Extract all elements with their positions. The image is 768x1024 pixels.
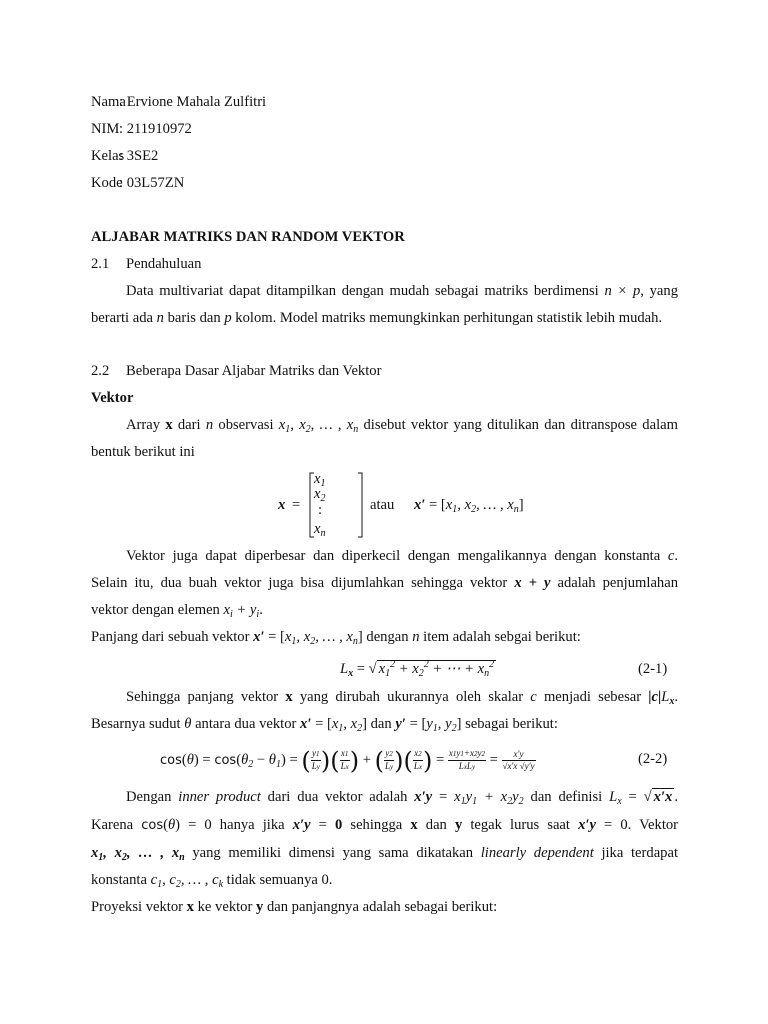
- document-title: ALJABAR MATRIKS DAN RANDOM VEKTOR: [91, 229, 405, 245]
- math-dim: n × p: [604, 283, 641, 299]
- name-row: [91, 94, 267, 111]
- kode-label: Kode: [91, 175, 123, 191]
- paragraph-line: Data multivariat dapat ditampilkan dengan mudah sebagai matriks berdimensi n × p, yang: [126, 283, 678, 299]
- section-number: 2.1: [91, 256, 110, 272]
- angle-equation: $\cos(\theta) = \cos(\theta_2 - \theta_1)$ = ( $\frac{y1}{Ly}$ )( $\frac{x1}{Lx}$ ) + ( $\frac{y2}{Ly}$ )( $\frac{x2}{Lx}$ ) = $\frac{x1y1+x2y2}{\text{LxLy}}$ = $\frac{x'y}{√x'x √y'y}$: [160, 746, 535, 775]
- paragraph-line: Besarnya sudut θ antara dua vektor $x' = [x_1$, $x_2$] dan $y' = [y_1$, $y_2$] sebagai berikut:: [91, 716, 558, 734]
- document-page: Nama : Ervione Mahala Zulfitri NIM : 211910972 Kelas : 3SE2 Kode : 03L57ZN ALJABAR MATRIKS DAN RANDOM VEKTOR 2.1 Pendahuluan Data multivariat dapat ditampilkan dengan mudah sebagai matriks berdimensi n × p, yang berarti ada n baris dan p kolom. Model matriks memungkinkan perhitungan statistik lebih mudah. 2.2 Beberapa Dasar Aljabar Matriks dan Vektor Vektor Array x dari n observasi $x_1$, $x_2$, … , $x_n$ disebut vektor yang ditulikan dan ditranspose dalam bentuk berikut ini x = $x_1$ $x_2$ : $x_n$ atau $x' = [x_1$, $x_2$, … , $x_n$] Vektor juga dapat diperbesar dan diperkecil dengan mengalikannya dengan konstanta c. Selain itu, dua buah vektor juga bisa dijumlahkan sehingga vektor x + y adalah penjumlahan vektor dengan elemen $x_i + y_i$. Panjang dari sebuah vektor $x' = [x_1$, $x_2$, … , $x_n$] dengan n item adalah sebgai berikut: $L_x$ = √ $x_1^2 + x_2^2$ + ⋯ + $x_n^2$ (2-1) Sehingga panjang vektor x yang dirubah ukurannya oleh skalar c menjadi sebesar $|c|L_x$. Besarnya sudut θ antara dua vektor $x' = [x_1$, $x_2$] dan $y' = [y_1$, $y_2$] sebagai berikut: $\cos(\theta) = \cos(\theta_2 - \theta_1)$ = ( $\frac{y1}{Ly}$ )( $\frac{x1}{Lx}$ ) + ( $\frac{y2}{Ly}$ )( $\frac{x2}{Lx}$ ) = $\frac{x1y1+x2y2}{\text{LxLy}}$ = $\frac{x'y}{√x'x √y'y}$ (2-2) Dengan inner product dari dua vektor adalah $x'y = x_1y_1 + x_2y_2$ dan definisi $L_x$ = √ x′x . Karena cos(θ) = 0 hanya jika x′y = 0 sehingga x dan y tegak lurus saat x′y = 0. Vektor $x_1$, $x_2$, … , $x_n$ yang memiliki dimensi yang sama dikatakan linearly dependent jika terdapat konstanta $c_1$, $c_2$, … , $c_k$ tidak semuanya 0. Proyeksi vektor x ke vektor y dan panjangnya adalah sebagai berikut:: [91, 94, 679, 915]
- nim-value: : 211910972: [119, 121, 192, 137]
- kelas-value: : 3SE2: [119, 148, 159, 164]
- paragraph-line: $x_1$, $x_2$, … , $x_n$ yang memiliki dimensi yang sama dikatakan linearly dependent jika terdapat: [91, 845, 679, 863]
- kelas-label: Kelas: [91, 148, 125, 164]
- paragraph-line: vektor dengan elemen $x_i + y_i$.: [91, 602, 263, 620]
- paragraph-line: Selain itu, dua buah vektor juga bisa dijumlahkan sehingga vektor x + y adalah penjumlahan: [91, 575, 678, 591]
- paragraph-line: Karena cos(θ) = 0 hanya jika x′y = 0 sehingga x dan y tegak lurus saat x′y = 0. Vektor: [91, 817, 679, 833]
- nim-label: NIM: [91, 121, 120, 137]
- section-title: Beberapa Dasar Aljabar Matriks dan Vektor: [126, 363, 382, 379]
- kode-row: [91, 175, 185, 192]
- paragraph-line: Array x dari n observasi $x_1$, $x_2$, … , $x_n$ disebut vektor yang ditulikan dan ditranspose dalam: [126, 417, 678, 435]
- equation-number: (2-1): [638, 661, 668, 677]
- kelas-row: [91, 148, 159, 165]
- section-title: Pendahuluan: [126, 256, 202, 272]
- section-2-1-heading: [91, 256, 202, 273]
- paragraph-line: Panjang dari sebuah vektor $x' = [x_1$, $x_2$, … , $x_n$] dengan n item adalah sebgai berikut:: [91, 629, 581, 647]
- paragraph-line: berarti ada n baris dan p kolom. Model matriks memungkinkan perhitungan statistik lebih mudah.: [91, 310, 663, 326]
- kode-value: : 03L57ZN: [119, 175, 185, 191]
- paragraph-line: bentuk berikut ini: [91, 444, 195, 460]
- nim-row: [91, 121, 192, 138]
- row-vector-equation: $x' = [x_1$, $x_2$, … , $x_n$]: [414, 497, 524, 515]
- length-equation: $L_x$ = √ $x_1^2 + x_2^2$ + ⋯ + $x_n^2$: [340, 659, 495, 679]
- paragraph-line: Vektor juga dapat diperbesar dan diperkecil dengan mengalikannya dengan konstanta c.: [126, 548, 678, 564]
- paragraph-line: Dengan inner product dari dua vektor adalah $x'y = x_1y_1 + x_2y_2$ dan definisi $L_x$ = √ x′x .: [126, 789, 679, 807]
- section-number: 2.2: [91, 363, 110, 379]
- paragraph-line: Sehingga panjang vektor x yang dirubah ukurannya oleh skalar c menjadi sebesar $|c|L_x$.: [126, 689, 678, 707]
- name-value: : Ervione Mahala Zulfitri: [119, 94, 267, 110]
- equation-number: (2-2): [638, 751, 668, 767]
- paragraph-line: konstanta $c_1$, $c_2$, … , $c_k$ tidak semuanya 0.: [91, 872, 333, 890]
- section-2-2-heading: [91, 363, 382, 380]
- paragraph-line: Proyeksi vektor x ke vektor y dan panjangnya adalah sebagai berikut:: [91, 899, 498, 915]
- subheading-vektor: Vektor: [91, 390, 134, 406]
- atau-text: atau: [370, 497, 395, 513]
- name-label: Nama: [91, 94, 126, 110]
